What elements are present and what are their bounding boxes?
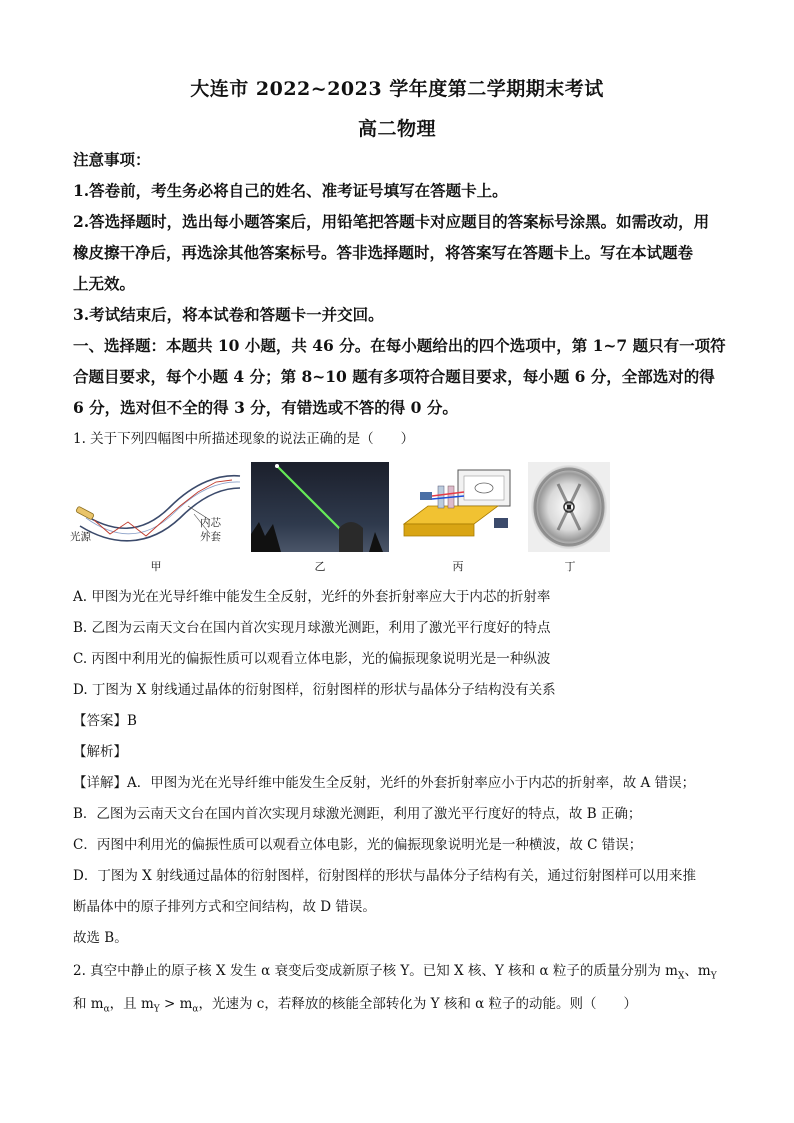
question-2-line-1: 2. 真空中静止的原子核 X 发生 α 衰变后变成新原子核 Y。已知 X 核、Y 核和 α 粒子的质量分别为 $m_X$、$m_Y$ xyxy=(73,963,717,982)
option-d: D. 丁图为 X 射线通过晶体的衍射图样，衍射图样的形状与晶体分子结构没有关系 xyxy=(73,682,556,698)
notice-item-2: 2.答选择题时，选出每小题答案后，用铅笔把答题卡对应题目的答案标号涂黑。如需改动，用 xyxy=(73,212,710,231)
analysis-d: D．丁图为 X 射线通过晶体的衍射图样，衍射图样的形状与晶体分子结构有关，通过衍射图样可以用来推 xyxy=(73,868,697,884)
option-a: A. 甲图为光在光导纤维中能发生全反射，光纤的外套折射率应大于内芯的折射率 xyxy=(73,589,551,605)
exam-title: 大连市 2022~2023 学年度第二学期期末考试 xyxy=(190,78,604,100)
notice-item-3: 3.考试结束后，将本试卷和答题卡一并交回。 xyxy=(73,305,384,324)
xray-diffraction-figure xyxy=(528,462,610,552)
question-2-line-2: 和 $m_\alpha$，且 $m_Y > m_\alpha$，光速为 c，若释放的核能全部转化为 Y 核和 α 粒子的动能。则（ ） xyxy=(73,996,638,1015)
optical-fiber-figure xyxy=(70,462,242,558)
option-c: C. 丙图中利用光的偏振性质可以观看立体电影，光的偏振现象说明光是一种纵波 xyxy=(73,651,551,667)
analysis-d-cont: 断晶体中的原子排列方式和空间结构，故 D 错误。 xyxy=(73,899,376,915)
section-1-line-2: 合题目要求，每个小题 4 分；第 8~10 题有多项符合题目要求，每小题 6 分，全部选对的得 xyxy=(73,367,715,386)
answer: 【答案】B xyxy=(73,713,137,729)
analysis-heading: 【解析】 xyxy=(73,744,127,760)
light-source-label: 光源 xyxy=(70,531,91,543)
caption-bing: 丙 xyxy=(452,560,464,573)
caption-yi: 乙 xyxy=(314,560,326,573)
polarization-setup-figure xyxy=(398,462,518,552)
exam-subtitle: 高二物理 xyxy=(357,118,436,140)
conclusion: 故选 B。 xyxy=(73,930,128,946)
notice-item-2-end: 上无效。 xyxy=(73,274,136,293)
notice-item-2-cont: 橡皮擦干净后，再选涂其他答案标号。答非选择题时，将答案写在答题卡上。写在本试题卷 xyxy=(73,243,694,262)
laser-ranging-photo xyxy=(251,462,389,552)
notice-heading: 注意事项： xyxy=(73,150,151,169)
question-1-stem: 1. 关于下列四幅图中所描述现象的说法正确的是（ ） xyxy=(73,431,415,447)
option-b: B. 乙图为云南天文台在国内首次实现月球激光测距，利用了激光平行度好的特点 xyxy=(73,620,551,636)
caption-ding: 丁 xyxy=(564,560,576,573)
analysis-b: B．乙图为云南天文台在国内首次实现月球激光测距，利用了激光平行度好的特点，故 B 正确； xyxy=(73,806,642,822)
section-1-line-3: 6 分，选对但不全的得 3 分，有错选或不答的得 0 分。 xyxy=(73,398,458,417)
notice-item-1: 1.答卷前，考生务必将自己的姓名、准考证号填写在答题卡上。 xyxy=(73,181,508,200)
cladding-label: 外套 xyxy=(200,531,221,543)
core-label: 内芯 xyxy=(200,517,221,529)
analysis-a: 【详解】A．甲图为光在光导纤维中能发生全反射，光纤的外套折射率应小于内芯的折射率，故 A 错误； xyxy=(73,775,696,791)
section-1-line-1: 一、选择题：本题共 10 小题，共 46 分。在每小题给出的四个选项中，第 1~7 题只有一项符 xyxy=(73,336,726,355)
caption-jia: 甲 xyxy=(150,560,162,573)
analysis-c: C．丙图中利用光的偏振性质可以观看立体电影，光的偏振现象说明光是一种横波，故 C 错误； xyxy=(73,837,643,853)
question-1-figures xyxy=(70,462,590,573)
